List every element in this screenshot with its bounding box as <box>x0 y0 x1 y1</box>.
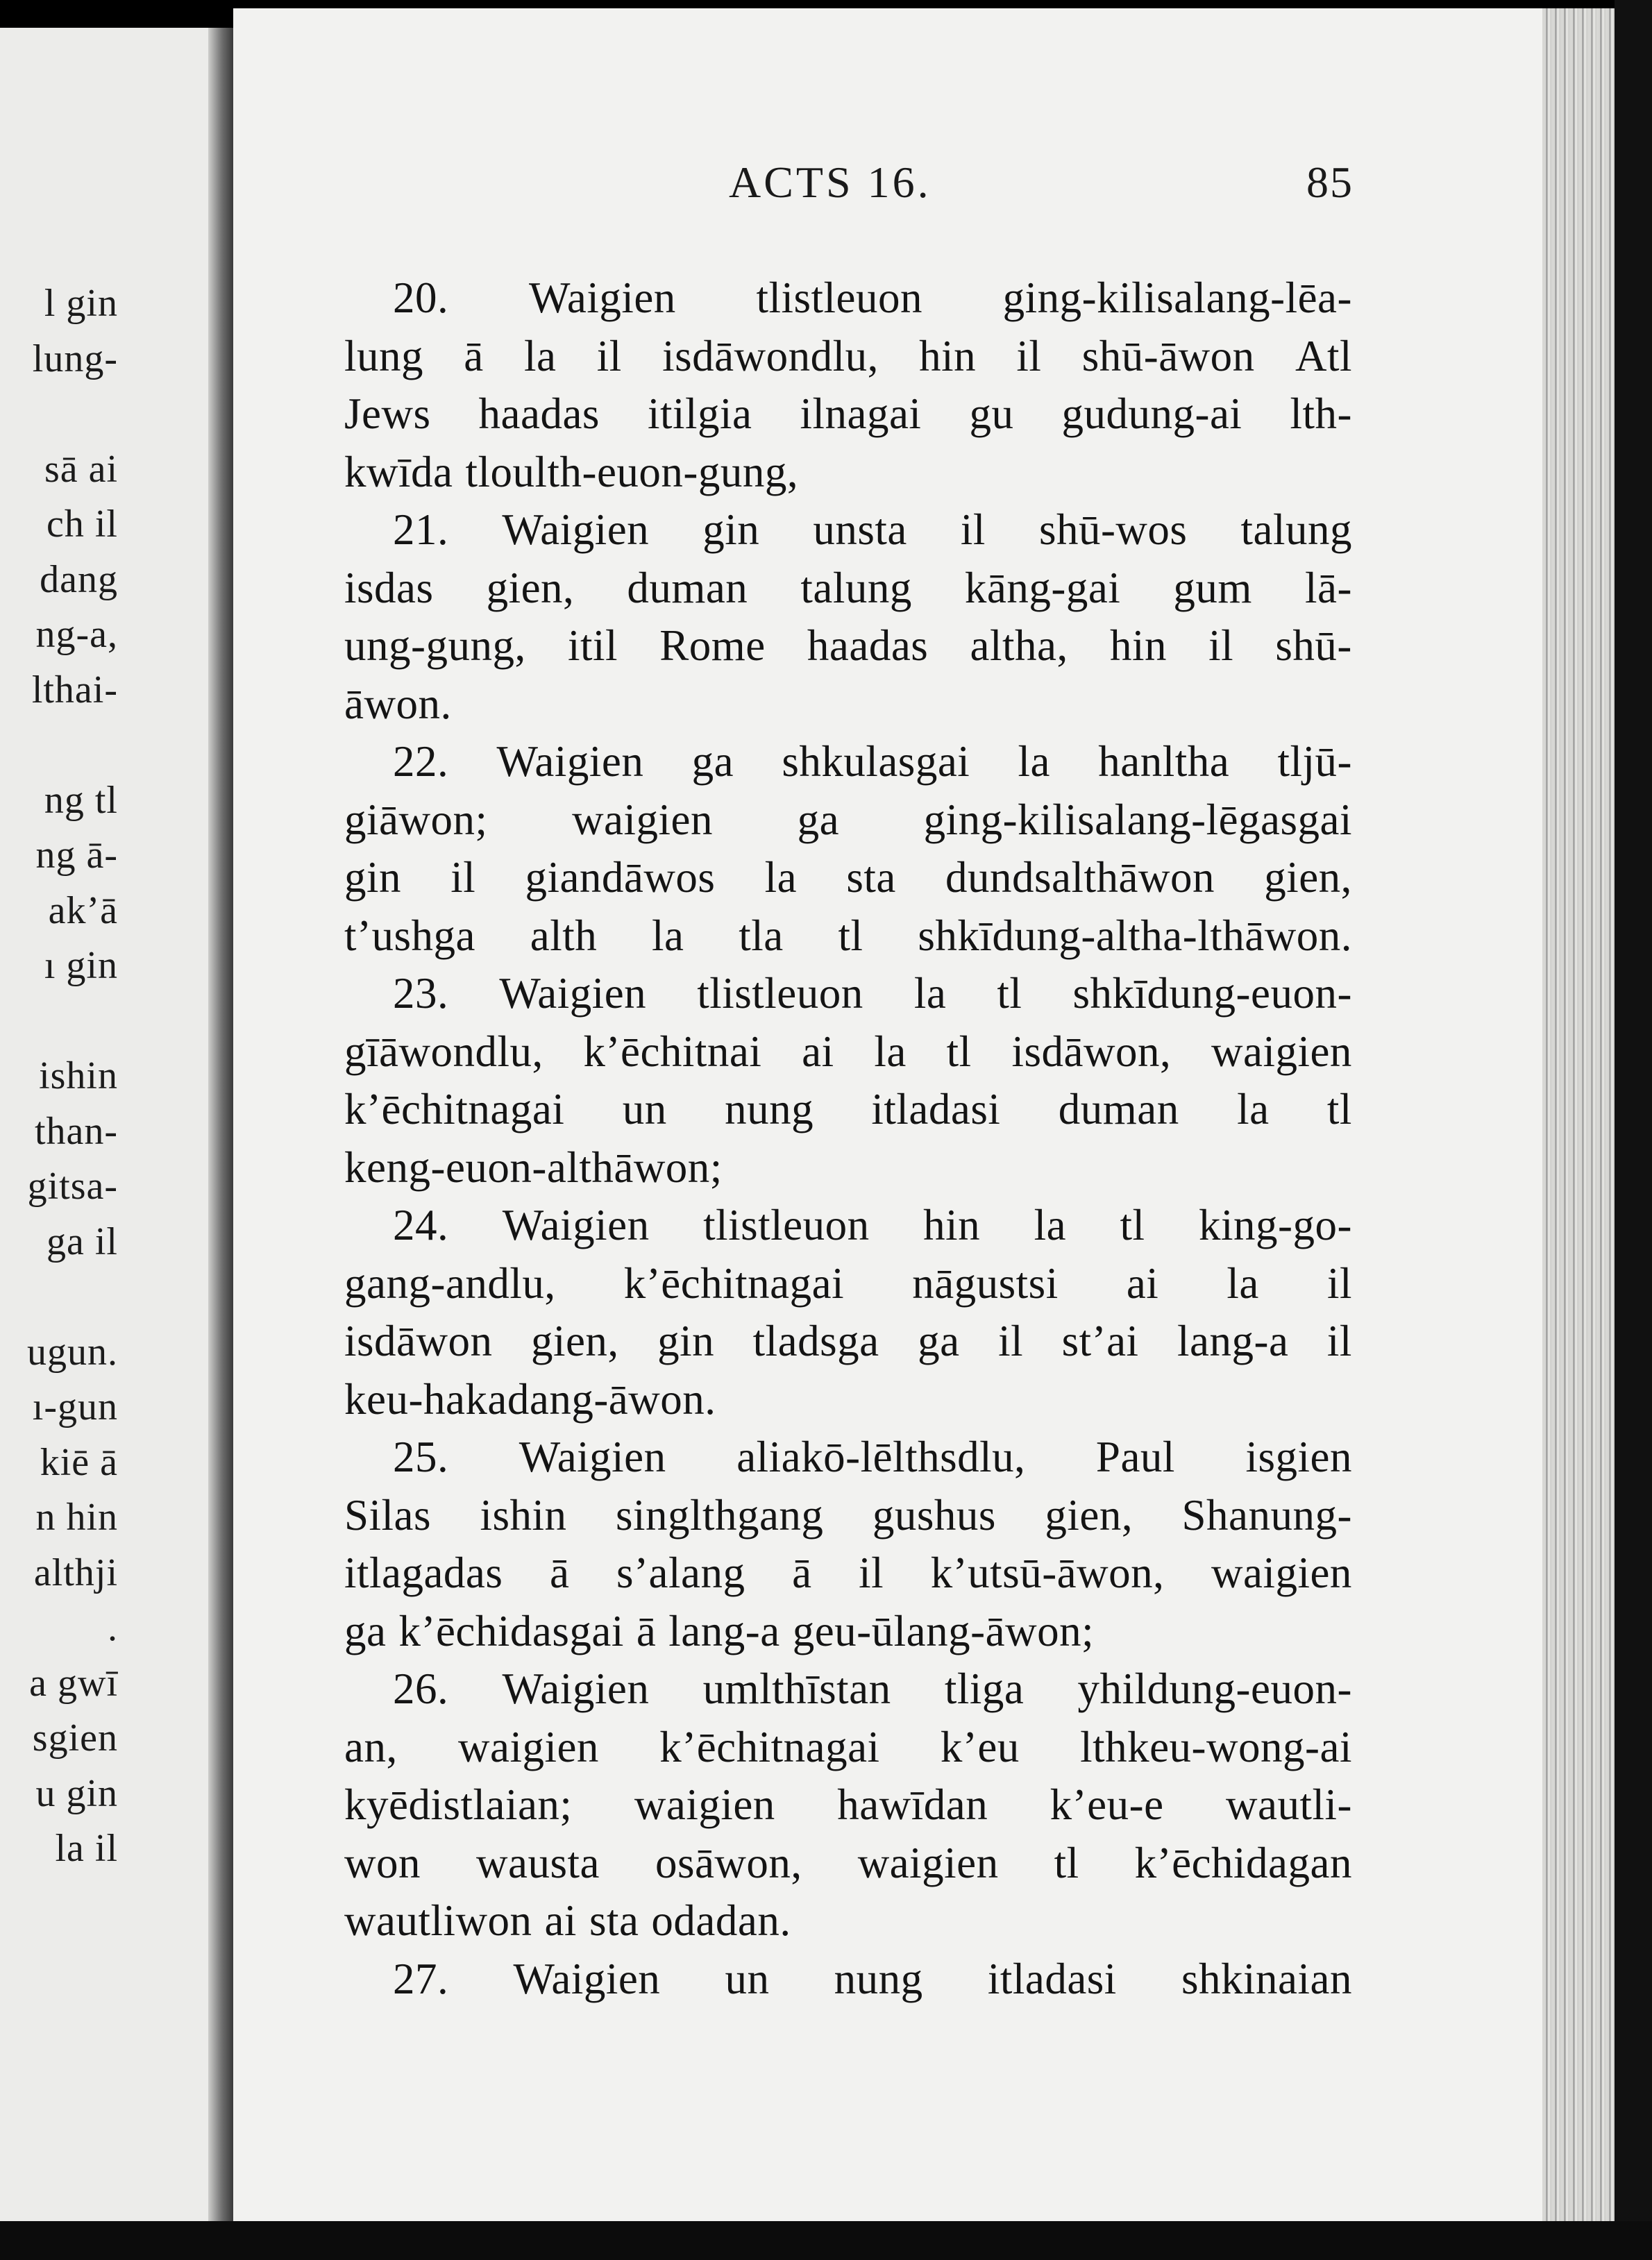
word: shkīdung-euon- <box>1072 969 1352 1018</box>
previous-page-fragment: la il <box>55 1827 118 1870</box>
word: lang-a <box>1177 1317 1289 1365</box>
word: isgien <box>1245 1433 1352 1481</box>
word: dundsalthāwon <box>945 853 1215 902</box>
word: Waigien <box>502 505 650 554</box>
word: waigien <box>1211 1027 1352 1076</box>
text-line <box>344 1719 1352 1777</box>
word: gien, <box>1264 853 1352 902</box>
word: Waigien <box>502 1201 650 1249</box>
previous-page-text <box>0 28 221 2221</box>
word: tlistleuon <box>703 1201 870 1249</box>
word: ging-kilisalang-lēgasgai <box>923 795 1352 844</box>
word: umlthīstan <box>702 1664 891 1713</box>
word: ilnagai <box>800 389 922 438</box>
word: tla <box>739 911 784 960</box>
word: ai <box>802 1027 834 1076</box>
word: itil <box>567 621 618 670</box>
word: ishin <box>480 1490 567 1540</box>
word: keng-euon-althāwon; <box>344 1142 723 1192</box>
word: lth- <box>1290 389 1352 438</box>
word: Rome <box>659 621 766 670</box>
word: osāwon, <box>655 1838 802 1887</box>
word: tlistleuon <box>756 273 922 322</box>
word: waigien <box>458 1722 599 1771</box>
word: wautli- <box>1226 1780 1352 1829</box>
word: Paul <box>1095 1433 1175 1481</box>
word: ā <box>550 1549 570 1597</box>
word: tl <box>1326 1085 1352 1133</box>
text-line <box>344 907 1352 965</box>
previous-page-fragment: ı gin <box>44 944 118 987</box>
text-line <box>344 617 1352 675</box>
word: waigien <box>634 1780 775 1829</box>
text-line <box>344 559 1352 618</box>
word: Waigien <box>528 273 676 322</box>
word: tljū- <box>1277 737 1352 786</box>
word: shkulasgai <box>782 737 970 786</box>
text-line <box>344 1487 1352 1545</box>
text-line <box>344 675 1352 734</box>
word: ai <box>1126 1258 1159 1308</box>
word: itilgia <box>647 389 752 438</box>
text-line <box>344 1660 1352 1719</box>
word: k’ēchitnai <box>583 1027 762 1076</box>
word: haadas <box>807 621 929 670</box>
word: tl <box>946 1027 972 1076</box>
word: itladasi <box>871 1085 1001 1133</box>
word: 26. <box>393 1664 449 1713</box>
word: Jews <box>344 389 431 438</box>
word: tladsga <box>752 1317 879 1365</box>
scan-border-right <box>1615 0 1652 2260</box>
previous-page-fragment: ugun. <box>27 1330 118 1374</box>
word: geu-ūlang-āwon; <box>792 1606 1095 1655</box>
previous-page-fragment: ak’ā <box>48 888 118 932</box>
word: talung <box>1240 505 1352 554</box>
word: 24. <box>393 1201 449 1249</box>
word: k’eu <box>940 1722 1020 1771</box>
word: waigien <box>857 1838 999 1887</box>
word: Waigien <box>502 1664 650 1713</box>
text-line <box>344 1892 1352 1950</box>
word: waigien <box>572 795 713 844</box>
word: t’ushga <box>344 911 475 960</box>
word: tloulth-euon-gung, <box>465 447 799 496</box>
word: la <box>764 853 798 902</box>
previous-page-fragment: lthai- <box>31 668 118 711</box>
word: 20. <box>393 273 449 322</box>
word: aliakō-lēlthsdlu, <box>736 1433 1026 1481</box>
word: lā- <box>1304 563 1352 612</box>
page-edges <box>1542 8 1615 2223</box>
scan-border-bottom <box>0 2221 1652 2260</box>
word: 25. <box>393 1433 449 1481</box>
word: il <box>998 1317 1024 1365</box>
word: st’ai <box>1061 1317 1139 1365</box>
word: sta <box>846 853 896 902</box>
text-line <box>344 444 1352 502</box>
previous-page-fragment: ng-a, <box>35 613 118 656</box>
word: Silas <box>344 1490 432 1540</box>
word: Waigien <box>496 737 644 786</box>
text-line <box>344 501 1352 559</box>
word: tliga <box>944 1664 1025 1713</box>
text-line <box>344 328 1352 386</box>
word: ga <box>797 795 840 844</box>
word: duman <box>627 563 748 612</box>
word: nung <box>725 1085 814 1133</box>
text-line <box>344 1255 1352 1313</box>
text-line <box>344 791 1352 850</box>
word: Shanung- <box>1181 1490 1352 1540</box>
word: shkīdung-altha-lthāwon. <box>918 911 1352 960</box>
word: āwon. <box>344 679 452 728</box>
word: kāng-gai <box>964 563 1121 612</box>
word: tl <box>997 969 1022 1018</box>
word: Atl <box>1295 331 1352 380</box>
word: singlthgang <box>615 1490 824 1540</box>
word: il <box>960 505 986 554</box>
text-line <box>344 1081 1352 1139</box>
word: il <box>1016 331 1042 380</box>
word: la <box>1034 1201 1067 1249</box>
body-text <box>344 269 1352 2008</box>
text-line <box>344 385 1352 444</box>
previous-page-fragment: than- <box>34 1109 118 1153</box>
word: Waigien <box>499 969 647 1018</box>
word: Waigien <box>519 1433 666 1481</box>
previous-page-fragment: ng tl <box>44 778 118 822</box>
word: k’ēchidagan <box>1134 1838 1352 1887</box>
word: tl <box>1054 1838 1079 1887</box>
word: il <box>1208 621 1234 670</box>
page-number: 85 <box>1306 158 1354 207</box>
word: shū-āwon <box>1081 331 1255 380</box>
text-line <box>344 965 1352 1023</box>
word: ā <box>464 331 484 380</box>
word: keu-hakadang-āwon. <box>344 1374 716 1424</box>
word: ung-gung, <box>344 621 526 670</box>
word: gīāwondlu, <box>344 1027 543 1076</box>
word: itladasi <box>987 1954 1117 2003</box>
word: k’ēchitnagai <box>623 1258 845 1308</box>
word: gin <box>702 505 760 554</box>
word: lung <box>344 331 424 380</box>
text-line <box>344 849 1352 907</box>
word: ga <box>691 737 734 786</box>
word: s’alang <box>616 1549 745 1597</box>
word: lthkeu-wong-ai <box>1080 1722 1352 1771</box>
word: gushus <box>872 1490 996 1540</box>
word: un <box>622 1085 667 1133</box>
word: itlagadas <box>344 1549 503 1597</box>
text-line <box>344 269 1352 328</box>
previous-page-fragment: kiē ā <box>40 1440 118 1484</box>
previous-page-fragment: ch il <box>47 503 118 546</box>
word: k’eu-e <box>1050 1780 1164 1829</box>
word: ga <box>918 1317 960 1365</box>
previous-page-fragment: ga il <box>47 1220 118 1263</box>
text-line <box>344 1950 1352 2009</box>
word: gudung-ai <box>1061 389 1242 438</box>
word: la <box>1018 737 1051 786</box>
word: lang-a <box>668 1606 780 1655</box>
word: won <box>344 1838 421 1887</box>
word: tl <box>838 911 863 960</box>
word: ga <box>344 1606 387 1655</box>
previous-page-fragment: n hin <box>35 1496 118 1539</box>
word: 21. <box>393 505 449 554</box>
word: tl <box>1120 1201 1145 1249</box>
word: Waigien <box>513 1954 661 2003</box>
word: il <box>1326 1317 1352 1365</box>
word: la <box>913 969 947 1018</box>
word: an, <box>344 1722 398 1771</box>
previous-page-fragment: ng ā- <box>35 834 118 877</box>
word: odadan. <box>651 1896 791 1945</box>
text-line <box>344 1776 1352 1835</box>
word: giandāwos <box>525 853 716 902</box>
word: waigien <box>1211 1549 1352 1597</box>
word: wautliwon <box>344 1896 532 1945</box>
word: gum <box>1173 563 1252 612</box>
word: la <box>1237 1085 1270 1133</box>
word: sta <box>589 1896 639 1945</box>
text-line <box>344 1023 1352 1081</box>
word: shkinaian <box>1181 1954 1352 2003</box>
word: 27. <box>393 1954 449 2003</box>
word: gien, <box>486 563 575 612</box>
word: hawīdan <box>837 1780 988 1829</box>
text-line <box>344 1371 1352 1429</box>
word: la <box>874 1027 907 1076</box>
word: gien, <box>1045 1490 1133 1540</box>
word: hanltha <box>1098 737 1230 786</box>
word: unsta <box>813 505 907 554</box>
word: gu <box>969 389 1014 438</box>
page-header <box>729 157 1354 219</box>
text-line <box>344 1428 1352 1487</box>
previous-page-fragment: gitsa- <box>27 1165 118 1208</box>
previous-page-fragment: lung- <box>32 337 118 380</box>
word: ging-kilisalang-lēa- <box>1002 273 1352 322</box>
text-line <box>344 733 1352 791</box>
word: hin <box>919 331 977 380</box>
word: talung <box>800 563 912 612</box>
word: la <box>524 331 557 380</box>
word: 22. <box>393 737 449 786</box>
previous-page-fragment: l gin <box>44 282 118 325</box>
word: ai <box>544 1896 577 1945</box>
word: isdāwon, <box>1011 1027 1172 1076</box>
word: un <box>725 1954 770 2003</box>
previous-page-fragment: dang <box>40 557 118 601</box>
text-line <box>344 1835 1352 1893</box>
text-line <box>344 1544 1352 1603</box>
word: hin <box>1109 621 1167 670</box>
previous-page-fragment: sā ai <box>44 447 118 491</box>
word: shū-wos <box>1038 505 1188 554</box>
word: gang-andlu, <box>344 1258 556 1308</box>
word: giāwon; <box>344 795 488 844</box>
previous-page-fragment: ı-gun <box>32 1385 118 1428</box>
word: 23. <box>393 969 449 1018</box>
text-line <box>344 1603 1352 1661</box>
word: altha, <box>970 621 1068 670</box>
word: duman <box>1058 1085 1179 1133</box>
text-line <box>344 1139 1352 1197</box>
word: tlistleuon <box>697 969 863 1018</box>
word: il <box>450 853 476 902</box>
previous-page-fragment: . <box>108 1606 118 1649</box>
word: hin <box>923 1201 981 1249</box>
word: shū- <box>1275 621 1352 670</box>
word: isdāwondlu, <box>662 331 879 380</box>
word: king-go- <box>1199 1201 1352 1249</box>
word: kwīda <box>344 447 453 496</box>
word: la <box>1227 1258 1259 1308</box>
previous-page-fragment: ishin <box>39 1054 118 1097</box>
word: il <box>596 331 622 380</box>
word: k’ēchidasgai <box>398 1606 624 1655</box>
running-title: ACTS 16. <box>729 158 932 207</box>
previous-page-fragment: sgien <box>32 1717 118 1760</box>
word: ā <box>792 1549 812 1597</box>
word: k’ēchitnagai <box>659 1722 880 1771</box>
previous-page <box>0 28 221 2221</box>
book-gutter <box>208 28 233 2221</box>
previous-page-fragment: a gwī <box>29 1661 118 1705</box>
word: ā <box>636 1606 657 1655</box>
word: isdāwon <box>344 1317 493 1365</box>
word: gin <box>657 1317 715 1365</box>
previous-page-fragment: althji <box>33 1551 118 1594</box>
word: la <box>652 911 684 960</box>
word: yhildung-euon- <box>1077 1664 1352 1713</box>
word: nung <box>834 1954 923 2003</box>
text-line <box>344 1313 1352 1371</box>
word: isdas <box>344 563 434 612</box>
word: haadas <box>478 389 600 438</box>
word: kyēdistlaian; <box>344 1780 573 1829</box>
word: wausta <box>476 1838 600 1887</box>
word: gin <box>344 853 402 902</box>
word: nāgustsi <box>912 1258 1059 1308</box>
text-line <box>344 1197 1352 1255</box>
word: gien, <box>530 1317 619 1365</box>
word: il <box>859 1549 884 1597</box>
word: il <box>1326 1258 1352 1308</box>
word: alth <box>530 911 598 960</box>
previous-page-fragment: u gin <box>35 1771 118 1815</box>
word: k’ēchitnagai <box>344 1085 565 1133</box>
word: k’utsū-āwon, <box>930 1549 1165 1597</box>
